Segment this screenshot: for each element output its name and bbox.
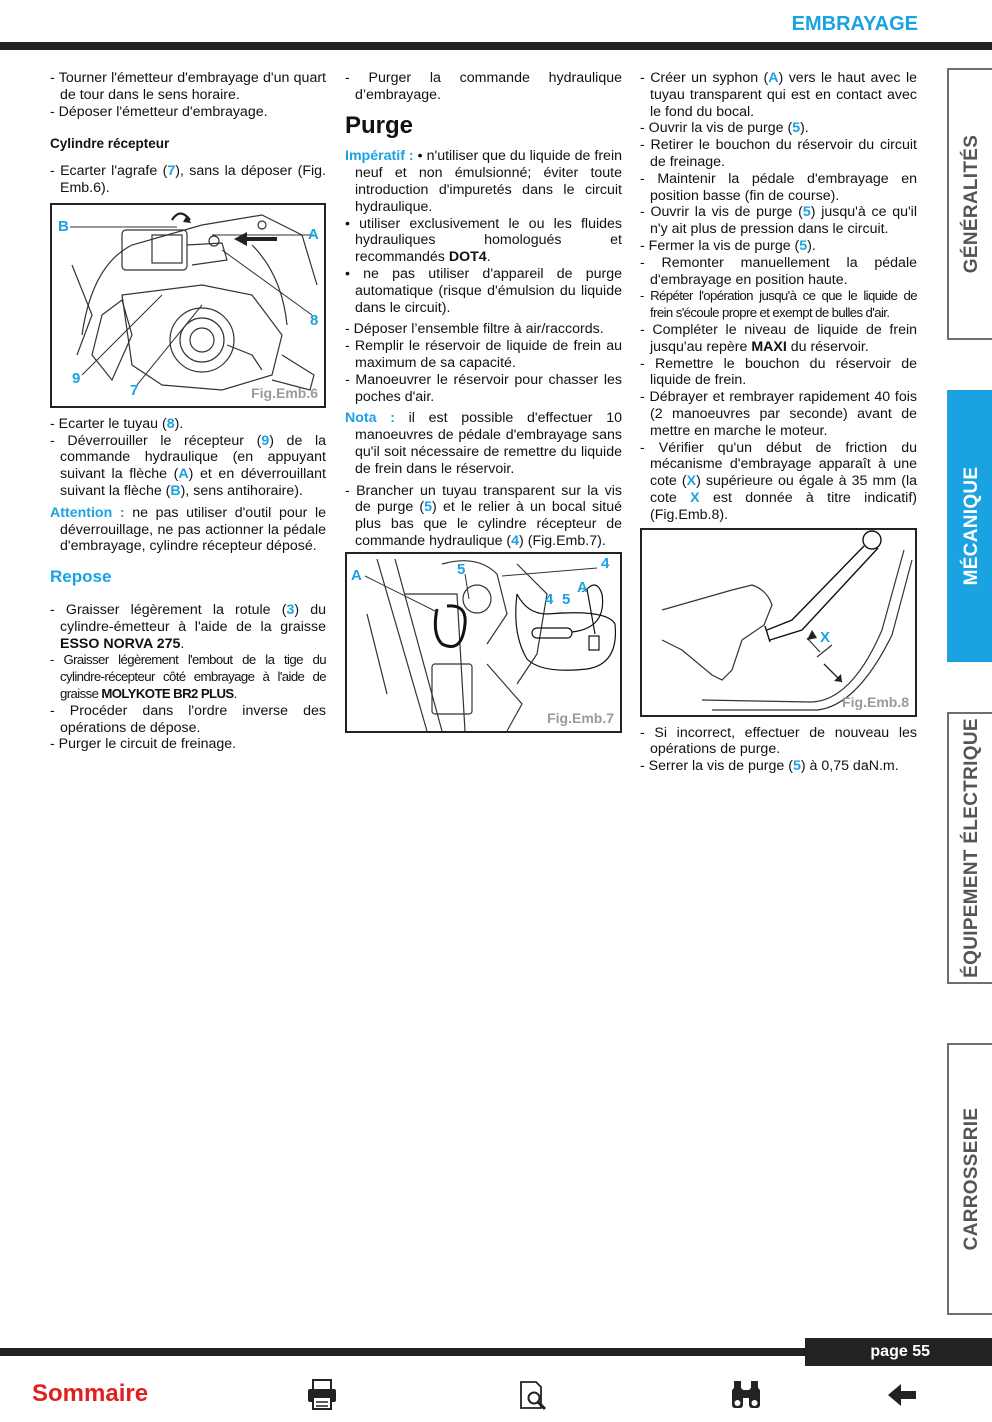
bullet-text: • ne pas utiliser d'appareil de purge automatique (risque d'émulsion du liquide dans le circuit). bbox=[345, 265, 622, 316]
fig7-label-a-right: A bbox=[577, 578, 588, 596]
step-text: - Graisser légèrement la rotule (3) du cylindre-émetteur à l'aide de la graisse ESSO NORVA 275. bbox=[50, 601, 327, 652]
step-text: - Remonter manuellement la pédale d'embrayage en position haute. bbox=[640, 254, 917, 288]
step-text: - Ecarter l'agrafe (7), sans la déposer (Fig. Emb.6). bbox=[50, 163, 327, 196]
step-text: - Créer un syphon (A) vers le haut avec le tuyau transparent qui est en contact avec le fond du bocal. bbox=[640, 70, 917, 120]
step-text: - Purger le circuit de freinage. bbox=[50, 736, 237, 753]
step-text: - Manoeuvrer le réservoir pour chasser les poches d'air. bbox=[345, 371, 622, 405]
fig7-label-4-top: 4 bbox=[601, 554, 610, 572]
step-text: - Ouvrir la vis de purge (5) jusqu'à ce qu'il n'y ait plus de pression dans le circuit. bbox=[640, 204, 917, 238]
tab-generalites[interactable] bbox=[947, 68, 992, 340]
step-text: - Graisser légèrement l'embout de la tige du cylindre-récepteur côté embrayage à l'aide de graisse MOLYKOTE BR2 PLUS. bbox=[50, 652, 326, 701]
header-rule bbox=[0, 42, 992, 50]
step-text: - Déverrouiller le récepteur (9) de la commande hydraulique (en appuyant suivant la flèche (A) et en déverrouillant suivant la flèche (B), sens antihoraire). bbox=[50, 432, 326, 499]
fig6-illustration bbox=[52, 205, 326, 406]
step-text: - Ecarter le tuyau (8). bbox=[50, 415, 184, 432]
fig6-label-b: B bbox=[58, 217, 69, 235]
fig6-label-a: A bbox=[308, 225, 319, 243]
tab-equipement-electrique[interactable] bbox=[947, 712, 992, 984]
step-text: - Répéter l'opération jusqu'à ce que le liquide de frein s'écoule propre et exempt de bulles d'air. bbox=[640, 288, 918, 321]
fig8-label-x: X bbox=[820, 628, 831, 646]
step-text: - Débrayer et rembrayer rapidement 40 fois (2 manoeuvres par seconde) avant de mettre en marche le moteur. bbox=[640, 389, 917, 439]
fig7-label-5-top: 5 bbox=[457, 560, 466, 578]
tab-carrosserie-label: CARROSSERIE bbox=[960, 1107, 982, 1251]
fig6-label-7: 7 bbox=[130, 381, 139, 399]
page-number: page 55 bbox=[870, 1343, 930, 1360]
binoculars-icon[interactable] bbox=[729, 1378, 763, 1412]
section-title: EMBRAYAGE bbox=[791, 13, 918, 35]
tab-equipement-label: ÉQUIPEMENT ÉLECTRIQUE bbox=[960, 718, 982, 978]
step-text: - Maintenir la pédale d'embrayage en position basse (fin de course). bbox=[640, 170, 917, 204]
imperatif-note: Impératif : • n'utiliser que du liquide de frein neuf et non émulsionné; éviter toute introduction d'impuretés dans le circuit hydraulique. bbox=[345, 148, 622, 215]
step-text: - Déposer l’ensemble filtre à air/raccords. bbox=[345, 321, 604, 338]
fig7-label-4-inset: 4 bbox=[545, 590, 554, 608]
repose-heading: Repose bbox=[50, 567, 112, 587]
tab-generalites-label: GÉNÉRALITÉS bbox=[960, 134, 982, 274]
column-2 bbox=[345, 70, 622, 741]
step-text: - Retirer le bouchon du réservoir du circuit de freinage. bbox=[640, 137, 917, 170]
fig6-label-9: 9 bbox=[72, 369, 81, 387]
nota-note: Nota : il est possible d'effectuer 10 manoeuvres de pédale d'embrayage sans qu'il soit nécessaire de remettre du liquide de frein dans le réservoir. bbox=[345, 410, 622, 477]
page-number-box bbox=[805, 1338, 992, 1366]
zoom-page-icon[interactable] bbox=[516, 1378, 550, 1412]
figure-emb6 bbox=[50, 203, 326, 408]
tab-mecanique[interactable] bbox=[947, 390, 992, 662]
step-text: - Brancher un tuyau transparent sur la vis de purge (5) et le relier à un bocal situé plus bas que le cylindre récepteur de commande hydraulique (4) (Fig.Emb.7). bbox=[345, 482, 622, 549]
fig7-label-5-inset: 5 bbox=[562, 590, 571, 608]
fig6-label-8: 8 bbox=[310, 311, 319, 329]
tab-mecanique-label: MÉCANIQUE bbox=[960, 466, 982, 586]
step-text: - Purger la commande hydraulique d’embrayage. bbox=[345, 70, 622, 103]
step-text: - Vérifier qu'un début de friction du mécanisme d'embrayage apparaît à une cote (X) supérieure ou égale à 35 mm (la cote X est donnée à titre indicatif) (Fig.Emb.8). bbox=[640, 439, 917, 523]
step-text: - Remplir le réservoir de liquide de frein au maximum de sa capacité. bbox=[345, 338, 623, 371]
fig7-label-a-left: A bbox=[351, 566, 362, 584]
column-1 bbox=[50, 70, 326, 753]
figure-emb8 bbox=[640, 528, 917, 717]
attention-note: Attention : ne pas utiliser d'outil pour le déverrouillage, ne pas actionner la pédale d'embrayage, cylindre récepteur déposé. bbox=[50, 504, 326, 555]
step-text: - Remettre le bouchon du réservoir de liquide de frein. bbox=[640, 355, 917, 389]
step-text: - Procéder dans l'ordre inverse des opérations de dépose. bbox=[50, 702, 326, 736]
step-text: - Serrer la vis de purge (5) à 0,75 daN.m. bbox=[640, 758, 899, 775]
step-text: - Ouvrir la vis de purge (5). bbox=[640, 120, 809, 137]
subheading-cylindre: Cylindre récepteur bbox=[50, 136, 170, 152]
fig6-caption: Fig.Emb.6 bbox=[251, 384, 318, 401]
step-text: - Fermer la vis de purge (5). bbox=[640, 237, 816, 254]
step-text: - Compléter le niveau de liquide de frein jusqu'au repère MAXI du réservoir. bbox=[640, 321, 918, 355]
printer-icon[interactable] bbox=[305, 1378, 339, 1412]
tab-carrosserie[interactable] bbox=[947, 1043, 992, 1315]
sommaire-link[interactable]: Sommaire bbox=[32, 1380, 149, 1407]
step-text: - Déposer l'émetteur d'embrayage. bbox=[50, 103, 268, 120]
step-text: - Si incorrect, effectuer de nouveau les opérations de purge. bbox=[640, 724, 917, 758]
fig8-illustration bbox=[642, 530, 919, 715]
back-arrow-icon[interactable] bbox=[885, 1378, 919, 1412]
column-3 bbox=[640, 70, 917, 775]
step-text: - Tourner l'émetteur d'embrayage d'un quart de tour dans le sens horaire. bbox=[50, 70, 326, 103]
purge-heading: Purge bbox=[345, 111, 414, 139]
fig7-caption: Fig.Emb.7 bbox=[547, 709, 614, 726]
bullet-text: • utiliser exclusivement le ou les fluides hydrauliques homologués et recommandés DOT4. bbox=[345, 215, 622, 266]
fig8-caption: Fig.Emb.8 bbox=[842, 693, 909, 710]
figure-emb7 bbox=[345, 552, 622, 733]
